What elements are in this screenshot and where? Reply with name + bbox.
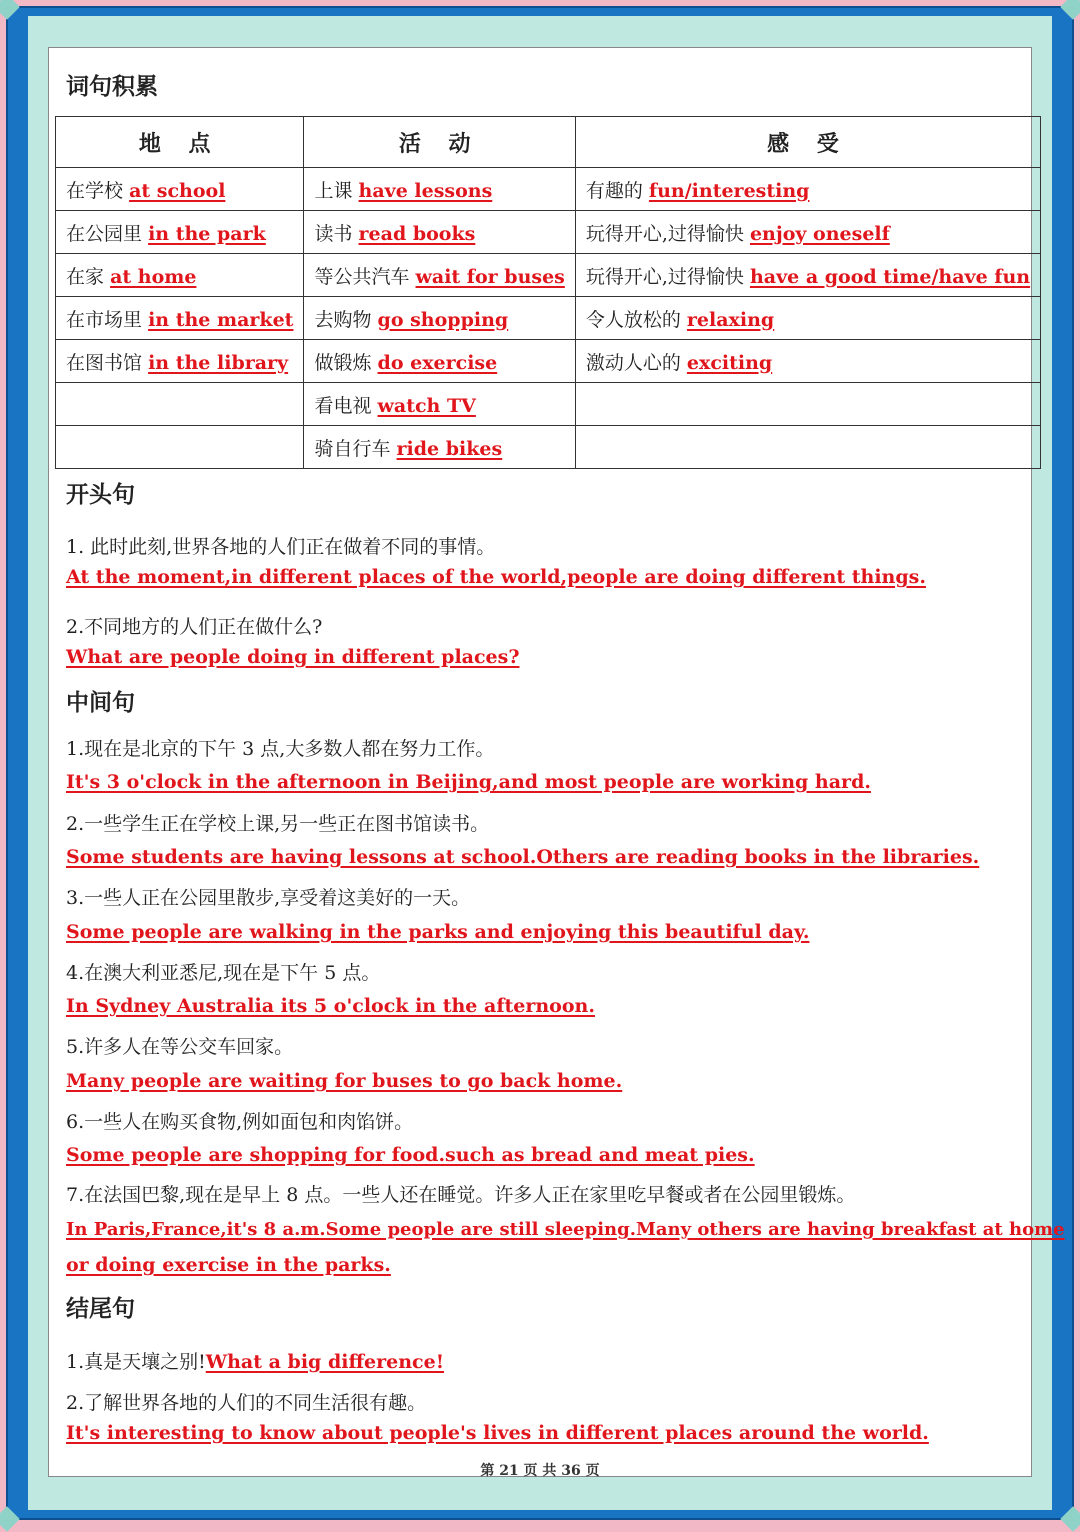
cell-place <box>56 340 304 383</box>
middle-cn-6: 6.一些人在购买食物,例如面包和肉馅饼。 <box>66 1111 414 1133</box>
cell-feeling <box>575 383 1040 426</box>
table-row <box>56 340 1041 383</box>
opening-cn-1: 1. 此时此刻,世界各地的人们正在做着不同的事情。 <box>66 536 496 558</box>
cell-en: enjoy oneself <box>749 222 890 245</box>
cell-cn: 读书 <box>314 222 353 245</box>
table-row <box>56 254 1041 297</box>
cell-en: in the park <box>148 222 266 245</box>
table-row <box>56 426 1041 469</box>
cell-activity <box>304 383 575 426</box>
opening-section-title: 开头句 <box>66 482 135 508</box>
cell-feeling <box>575 211 1040 254</box>
header-place: 地 点 <box>56 117 304 168</box>
middle-en-7: In Paris,France,it's 8 a.m.Some people are still sleeping.Many others are having breakfast at home <box>66 1219 1065 1240</box>
cell-en: relaxing <box>686 308 775 331</box>
middle-en-3: Some people are walking in the parks and enjoying this beautiful day. <box>66 921 810 943</box>
cell-en: in the library <box>148 351 289 374</box>
ending-en-1: What a big difference! <box>205 1351 445 1373</box>
cell-place <box>56 211 304 254</box>
middle-cn-5: 5.许多人在等公交车回家。 <box>66 1036 294 1058</box>
middle-en-5: Many people are waiting for buses to go back home. <box>66 1070 623 1092</box>
cell-en: watch TV <box>377 394 476 417</box>
cell-cn: 玩得开心,过得愉快 <box>585 222 744 245</box>
opening-en-2: What are people doing in different places? <box>66 646 520 668</box>
opening-en-1: At the moment,in different places of the world,people are doing different things. <box>66 566 926 588</box>
cell-en: have lessons <box>358 179 493 202</box>
cell-cn: 玩得开心,过得愉快 <box>585 265 744 288</box>
table-header-row <box>56 117 1041 168</box>
cell-feeling <box>575 297 1040 340</box>
cell-cn: 有趣的 <box>585 179 643 202</box>
cell-feeling <box>575 254 1040 297</box>
cell-en: exciting <box>686 351 773 374</box>
cell-feeling <box>575 340 1040 383</box>
cell-feeling <box>575 426 1040 469</box>
cell-activity <box>304 297 575 340</box>
cell-en: ride bikes <box>396 437 503 460</box>
middle-cn-1: 1.现在是北京的下午 3 点,大多数人都在努力工作。 <box>66 738 495 760</box>
cell-cn: 去购物 <box>314 308 372 331</box>
cell-place <box>56 383 304 426</box>
middle-cn-3: 3.一些人正在公园里散步,享受着这美好的一天。 <box>66 887 471 909</box>
vocab-table <box>55 116 1041 469</box>
cell-en: read books <box>358 222 476 245</box>
cell-cn: 看电视 <box>314 394 372 417</box>
cell-en: at school <box>129 179 226 202</box>
cell-cn: 激动人心的 <box>585 351 681 374</box>
cell-en: wait for buses <box>415 265 565 288</box>
cell-activity <box>304 254 575 297</box>
cell-place <box>56 168 304 211</box>
cell-en: at home <box>110 265 197 288</box>
middle-cn-2: 2.一些学生正在学校上课,另一些正在图书馆读书。 <box>66 813 490 835</box>
cell-cn: 在市场里 <box>66 308 143 331</box>
header-activity: 活 动 <box>304 117 575 168</box>
table-row <box>56 211 1041 254</box>
cell-activity <box>304 340 575 383</box>
cell-en: in the market <box>148 308 294 331</box>
cell-cn: 在图书馆 <box>66 351 143 374</box>
cell-cn: 等公共汽车 <box>314 265 410 288</box>
ending-section-title: 结尾句 <box>66 1296 135 1322</box>
cell-activity <box>304 168 575 211</box>
middle-cn-7: 7.在法国巴黎,现在是早上 8 点。一些人还在睡觉。许多人正在家里吃早餐或者在公园里锻炼。 <box>66 1184 856 1206</box>
cell-place <box>56 297 304 340</box>
cell-activity <box>304 426 575 469</box>
table-row <box>56 297 1041 340</box>
cell-activity <box>304 211 575 254</box>
middle-en-2: Some students are having lessons at school.Others are reading books in the libraries. <box>66 846 980 868</box>
cell-cn: 骑自行车 <box>314 437 391 460</box>
cell-feeling <box>575 168 1040 211</box>
middle-cn-4: 4.在澳大利亚悉尼,现在是下午 5 点。 <box>66 962 381 984</box>
table-row <box>56 168 1041 211</box>
header-feeling: 感 受 <box>575 117 1040 168</box>
cell-cn: 做锻炼 <box>314 351 372 374</box>
middle-en-7-cont: or doing exercise in the parks. <box>66 1254 391 1276</box>
ending-cn-2: 2.了解世界各地的人们的不同生活很有趣。 <box>66 1392 427 1414</box>
cell-place <box>56 254 304 297</box>
cell-en: fun/interesting <box>648 179 810 202</box>
cell-place <box>56 426 304 469</box>
ending-en-2: It's interesting to know about people's lives in different places around the world. <box>66 1422 929 1444</box>
cell-cn: 令人放松的 <box>585 308 681 331</box>
cell-en: go shopping <box>377 308 509 331</box>
ending-cn-1: 1.真是天壤之别! <box>66 1351 206 1373</box>
middle-section-title: 中间句 <box>66 690 135 716</box>
middle-en-4: In Sydney Australia its 5 o'clock in the afternoon. <box>66 995 595 1017</box>
middle-en-1: It's 3 o'clock in the afternoon in Beijing,and most people are working hard. <box>66 771 871 793</box>
middle-en-6: Some people are shopping for food.such as bread and meat pies. <box>66 1144 755 1166</box>
cell-en: have a good time/have fun <box>749 265 1031 288</box>
cell-cn: 上课 <box>314 179 353 202</box>
page-number: 第 21 页 共 36 页 <box>480 1463 600 1479</box>
ending-line-1 <box>66 1347 444 1374</box>
opening-cn-2: 2.不同地方的人们正在做什么? <box>66 616 323 638</box>
cell-cn: 在公园里 <box>66 222 143 245</box>
cell-cn: 在家 <box>66 265 105 288</box>
cell-en: do exercise <box>377 351 498 374</box>
cell-cn: 在学校 <box>66 179 124 202</box>
vocab-section-title: 词句积累 <box>66 74 158 100</box>
table-row <box>56 383 1041 426</box>
